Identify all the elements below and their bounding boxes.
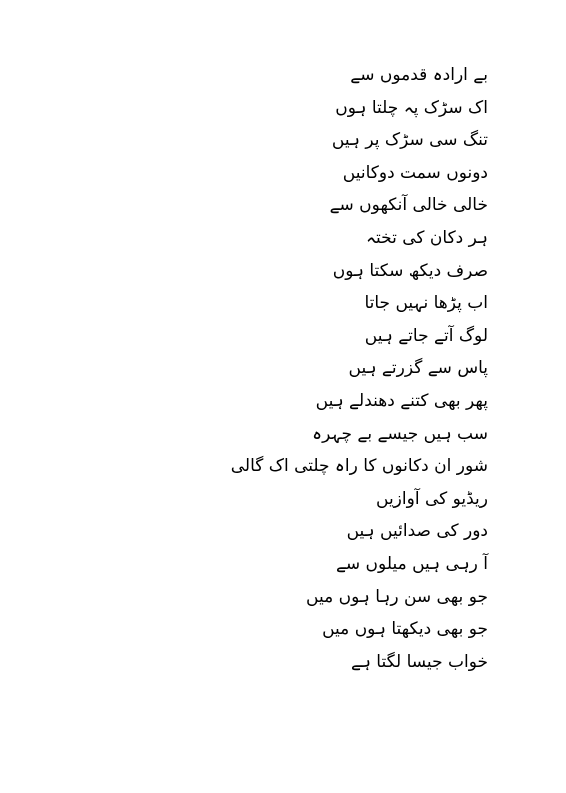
poem-line: دونوں سمت دوکانیں: [342, 162, 488, 183]
poem-line: ریڈیو کی آوازیں: [376, 488, 488, 509]
poem-line: تنگ سی سڑک پر ہیں: [331, 130, 488, 151]
poem-line: خواب جیسا لگتا ہے: [350, 651, 488, 672]
poem-line: اک سڑک پہ چلتا ہوں: [335, 97, 488, 118]
poem-line: صرف دیکھ سکتا ہوں: [332, 260, 488, 281]
poem-line: خالی خالی آنکھوں سے: [329, 195, 488, 216]
poem-line: شور ان دکانوں کا راہ چلتی اک گالی: [230, 456, 488, 477]
poem-line: سب ہیں جیسے بے چہرہ: [312, 423, 488, 444]
poem-line: ہر دکان کی تختہ: [366, 227, 488, 248]
poem-line: آ رہی ہیں میلوں سے: [335, 553, 488, 574]
poem-line: جو بھی دیکھتا ہوں میں: [322, 619, 488, 640]
poem-line: پھر بھی کتنے دھندلے ہیں: [315, 390, 488, 411]
poem-line: پاس سے گزرتے ہیں: [348, 358, 488, 379]
poem: [188, 59, 488, 678]
poem-line: اب پڑھا نہیں جاتا: [364, 293, 488, 314]
poem-line: لوگ آتے جاتے ہیں: [364, 325, 488, 346]
poem-line: بے ارادہ قدموں سے: [350, 65, 488, 85]
poem-line: جو بھی سن رہا ہوں میں: [306, 586, 488, 607]
poem-line: دور کی صدائیں ہیں: [346, 521, 488, 542]
